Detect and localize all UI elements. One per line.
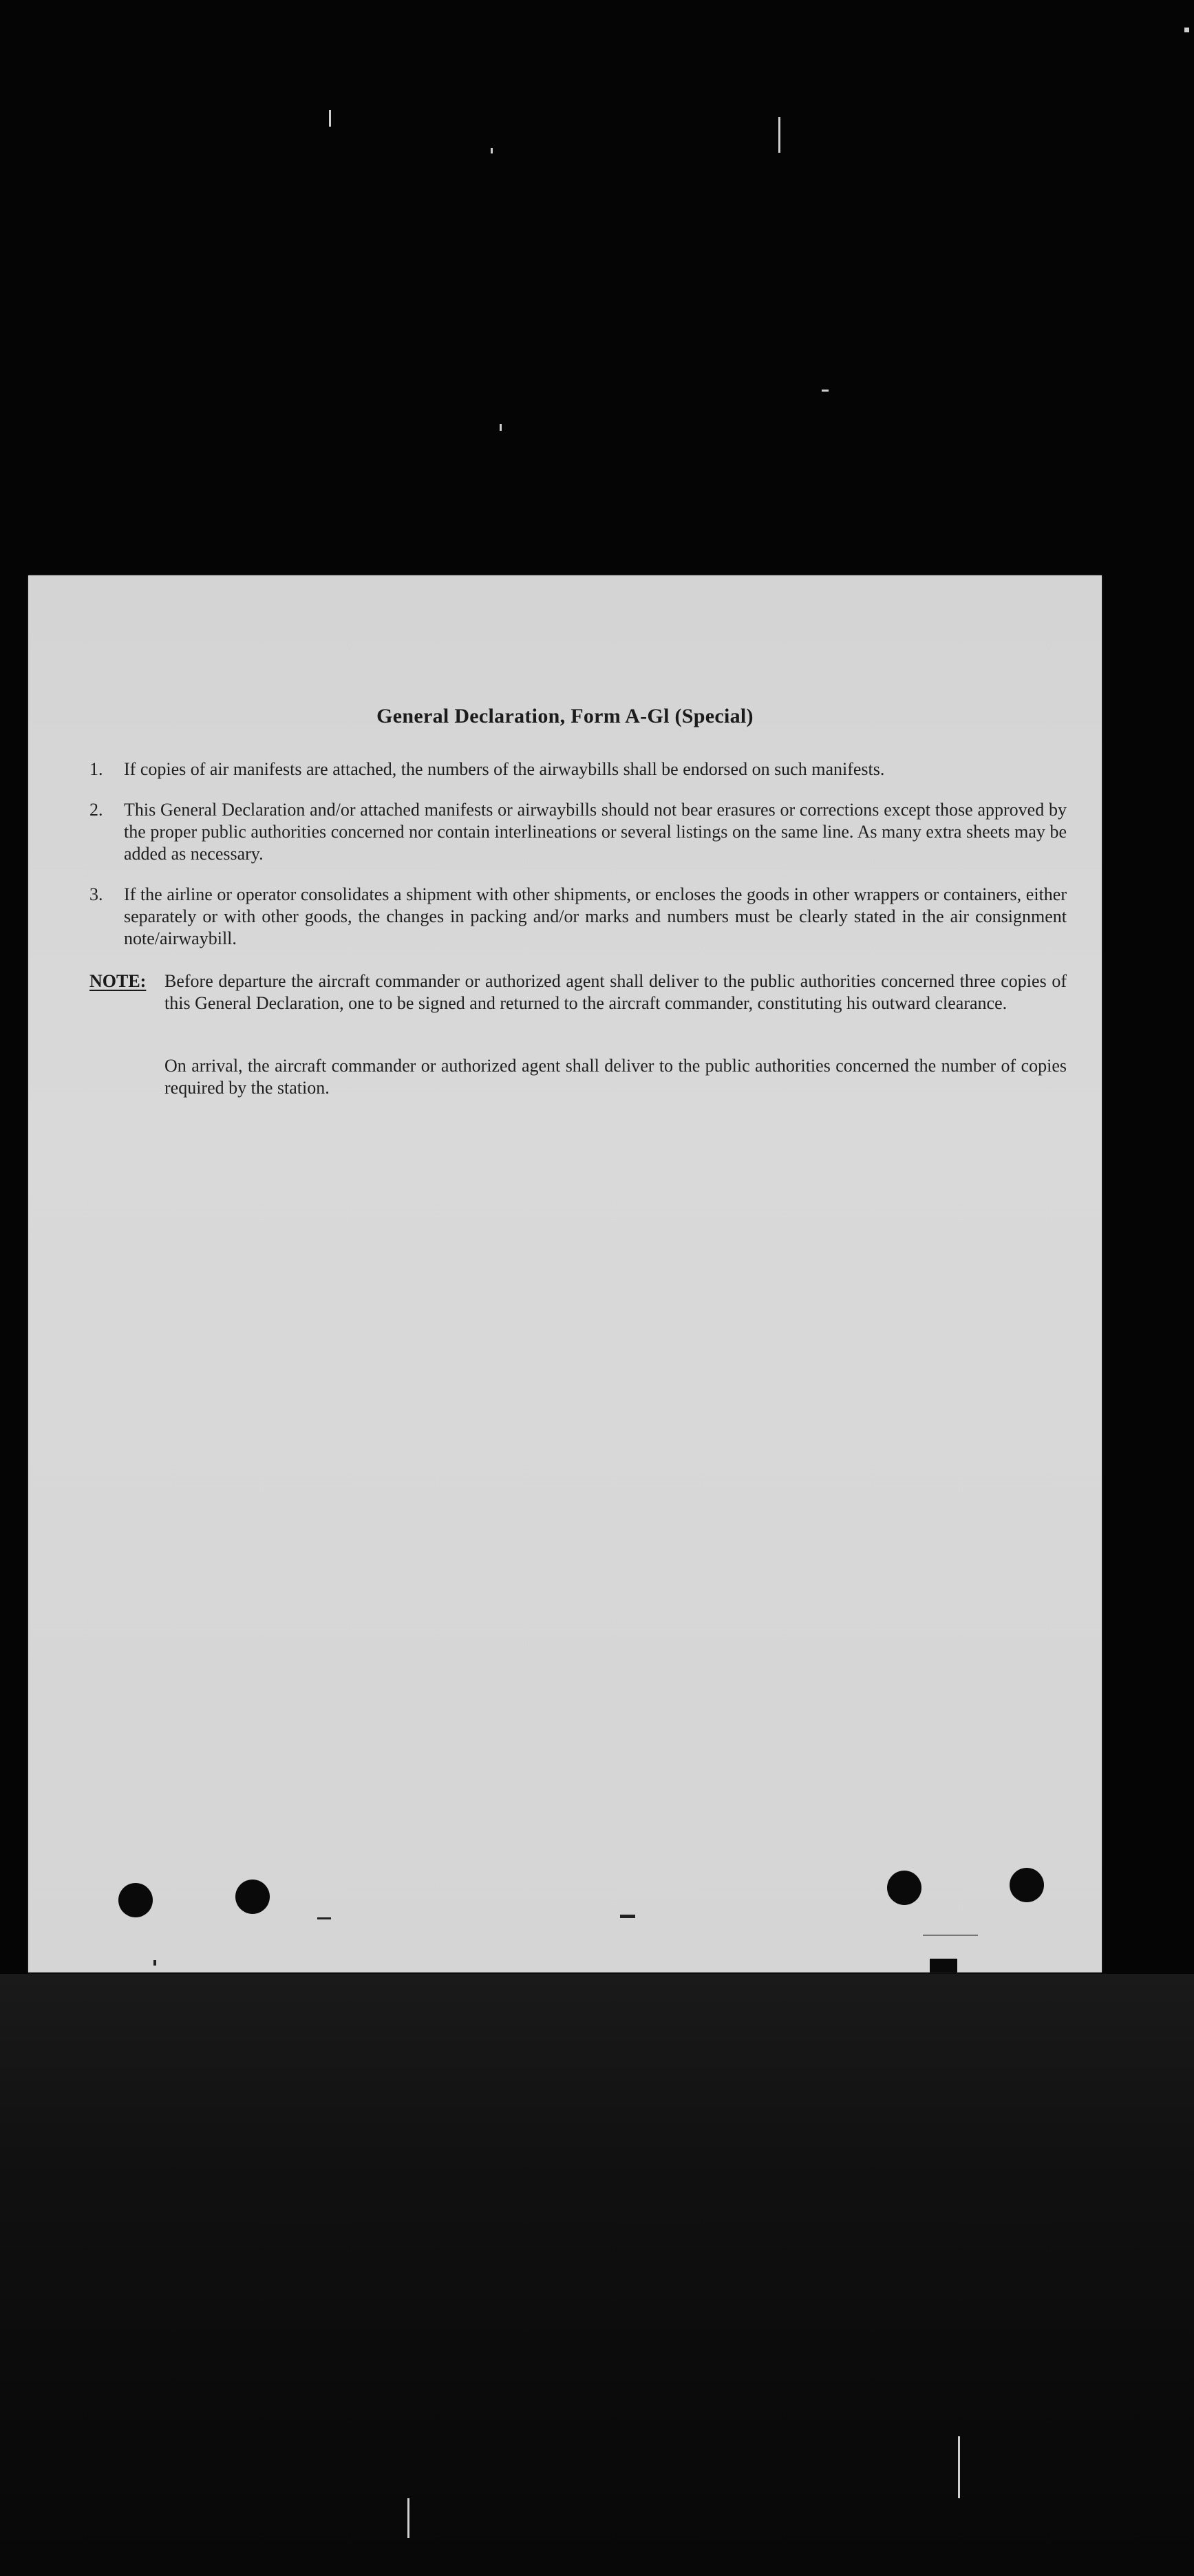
scan-speck bbox=[407, 2498, 409, 2538]
scan-mark bbox=[923, 1935, 978, 1936]
instruction-item-2 bbox=[89, 799, 1067, 865]
punch-hole bbox=[1010, 1868, 1044, 1902]
item-text: If the airline or operator consolidates a shipment with other shipments, or encloses the goods in other wrappers or containers, either separately or with other goods, the changes in packing and/or marks and numbers must be clearly stated in the air consignment note/airwaybill. bbox=[124, 884, 1067, 948]
scan-speck bbox=[1184, 28, 1189, 32]
instruction-item-3 bbox=[89, 884, 1067, 950]
note-paragraph-departure: Before departure the aircraft commander or authorized agent shall deliver to the public authorities concerned three copies of this General Declaration, one to be signed and returned to the aircraft commander, constituting his outward clearance. bbox=[164, 971, 1067, 1013]
item-number: 1. bbox=[89, 759, 103, 779]
item-number: 2. bbox=[89, 800, 103, 820]
punch-hole bbox=[887, 1871, 921, 1905]
scan-mark bbox=[930, 1959, 957, 1972]
scan-mark bbox=[317, 1917, 331, 1919]
note-paragraph-arrival: On arrival, the aircraft commander or authorized agent shall deliver to the public authorities concerned the number of copies required by the station. bbox=[164, 1056, 1067, 1098]
scan-speck bbox=[491, 148, 493, 153]
scan-speck bbox=[329, 110, 331, 127]
punch-hole bbox=[118, 1883, 153, 1917]
scan-mark bbox=[153, 1960, 156, 1966]
punch-hole bbox=[235, 1880, 270, 1914]
scan-speck bbox=[822, 390, 829, 392]
item-number: 3. bbox=[89, 884, 103, 904]
scan-speck bbox=[958, 2436, 960, 2498]
form-page bbox=[28, 575, 1102, 1972]
scan-speck bbox=[778, 117, 780, 153]
item-text: If copies of air manifests are attached, the numbers of the airwaybills shall be endorsed on such manifests. bbox=[124, 759, 885, 779]
form-title: General Declaration, Form A-Gl (Special) bbox=[376, 705, 754, 727]
note-label: NOTE: bbox=[89, 971, 147, 991]
item-text: This General Declaration and/or attached manifests or airwaybills should not bear erasures or corrections except those approved by the proper public authorities concerned nor contain interlineations or several listings on the same line. As many extra sheets may be added as necessary. bbox=[124, 800, 1067, 864]
instruction-item-1 bbox=[89, 758, 1067, 780]
scan-mark bbox=[620, 1915, 635, 1918]
scan-background-lower bbox=[0, 1974, 1194, 2576]
scan-speck bbox=[500, 424, 502, 431]
